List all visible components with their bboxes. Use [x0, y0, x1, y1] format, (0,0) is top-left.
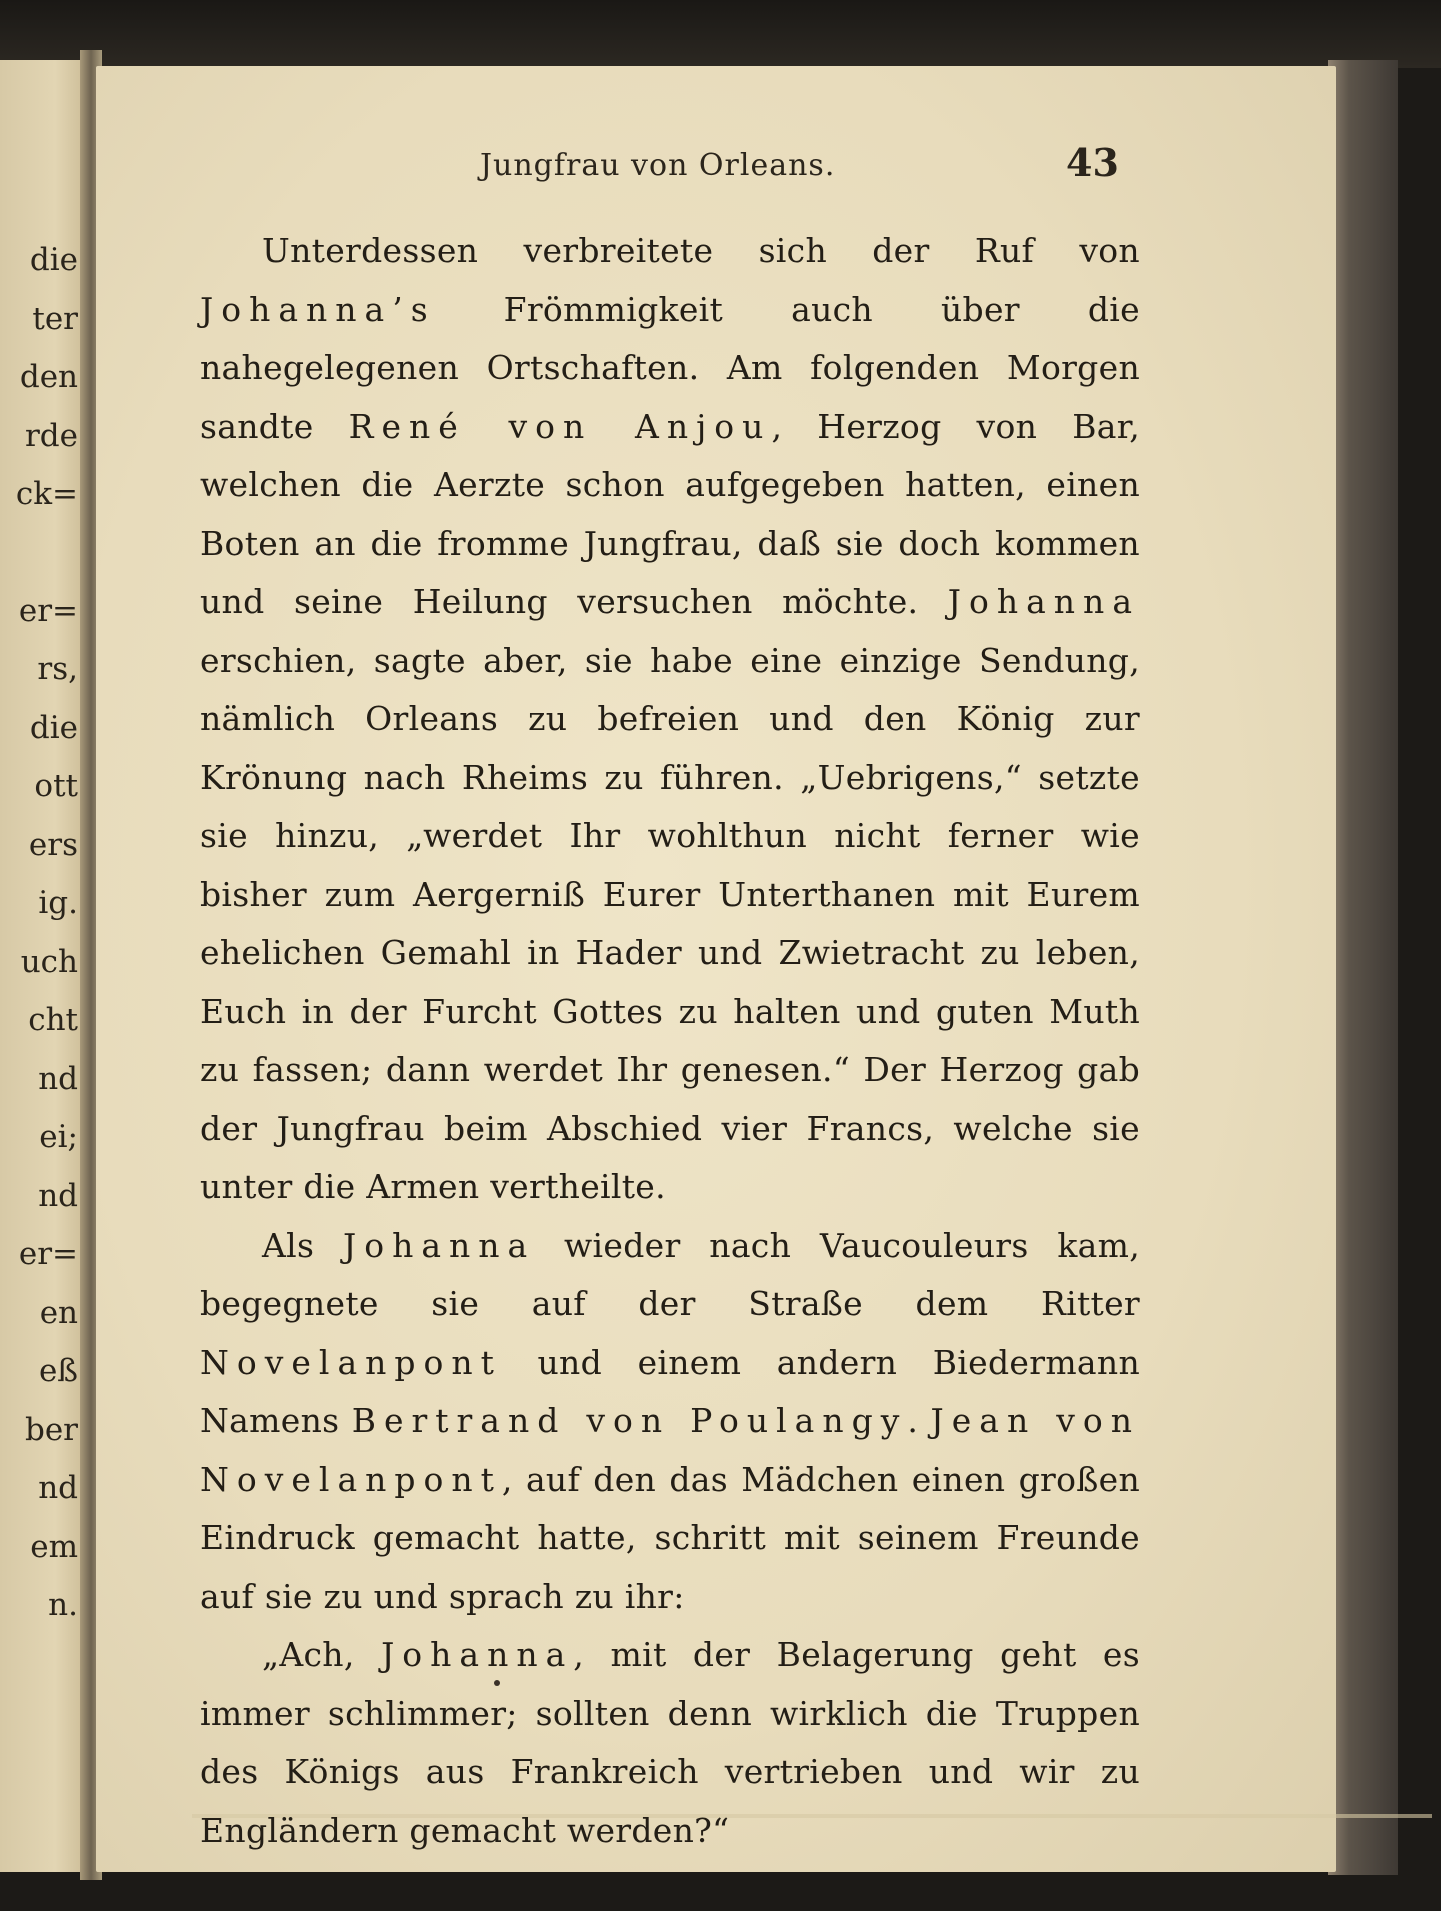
spaced-name: René von Anjou [348, 406, 772, 446]
left-page-fragment: rde [24, 417, 78, 454]
text-run: , auf den das Mädchen einen großen Eindruck gemacht hatte, schritt mit seinem Freunde auf sie zu und sprach zu ihr: [200, 1459, 1140, 1616]
running-head: Jungfrau von Orleans. [480, 148, 836, 183]
text-run: wieder nach Vaucouleurs kam, begegnete sie auf der Straße dem Ritter [200, 1225, 1140, 1323]
paragraph [200, 1626, 1140, 1860]
left-page-fragment: ber [24, 1411, 78, 1448]
left-page-fragment: ck= [15, 476, 78, 512]
left-page-fragment: nd [38, 1060, 78, 1097]
text-run: Als [262, 1225, 343, 1265]
left-page-fragment: nd [38, 1470, 78, 1506]
left-page-fragment: ott [34, 768, 78, 804]
left-page-fragment: er= [18, 1236, 78, 1272]
left-page-fragment: ers [28, 826, 78, 863]
left-page-fragment: ei; [39, 1119, 78, 1155]
text-run: erschien, sagte aber, sie habe eine einzige Sendung, nämlich Orleans zu befreien und den König zur Krönung nach Rheims zu führen. „Uebrigens,“ setzte sie hinzu, „werdet Ihr wohlthun nicht ferner wie bisher zum Aergerniß Eurer Unterthanen mit Eurem ehelichen Gemahl in Hader und Zwietracht zu leben, Euch in der Furcht Gottes zu halten und guten Muth zu fassen; dann werdet Ihr genesen.“ Der Herzog gab der Jungfrau beim Abschied vier Francs, welche sie unter die Armen vertheilte. [200, 640, 1140, 1206]
body-text [200, 222, 1140, 1860]
left-page-fragment: en [39, 1294, 78, 1331]
ink-speck [494, 1680, 500, 1686]
text-run: „Ach, [262, 1635, 382, 1674]
left-page-fragment: eß [38, 1353, 78, 1389]
spaced-name: Johanna [947, 582, 1140, 621]
text-run: , mit der Belagerung geht es immer schlimmer; sollten denn wirklich die Truppen des Königs aus Frankreich vertrieben und wir zu Engländern gemacht werden?“ [200, 1635, 1140, 1850]
left-page-fragment: em [30, 1528, 78, 1565]
spaced-name: Bertrand von Poulangy [351, 1401, 908, 1440]
page-number: 43 [1066, 140, 1119, 185]
left-page-fragment: den [19, 359, 78, 395]
text-run: Frömmigkeit auch über die nahegelegenen Ortschaften. Am folgenden Morgen sandte [200, 289, 1140, 446]
left-page-fragment: er= [18, 592, 78, 629]
text-run: Unterdessen verbreitete sich der Ruf von [262, 231, 1140, 270]
paragraph [200, 1217, 1140, 1627]
left-page-fragment: ter [32, 300, 78, 337]
left-page-fragment: rs, [37, 651, 78, 687]
left-page-fragment: die [29, 709, 78, 746]
left-page-fragment: ig. [38, 885, 78, 921]
spaced-name: Jean von Novelanpont [200, 1401, 1140, 1499]
text-run: , Herzog von Bar, welchen die Aerzte schon aufgegeben hatten, einen Boten an die fromme Jungfrau, daß sie doch kommen und seine Heilung versuchen möchte. [200, 406, 1140, 621]
spaced-name: Johanna [381, 1635, 574, 1674]
left-page-fragment: die [29, 242, 78, 278]
spaced-name: Johanna [342, 1225, 536, 1265]
left-page-fragment: nd [38, 1177, 78, 1214]
book-binding [0, 0, 1441, 68]
spaced-name: Novelanpont [200, 1342, 502, 1382]
spaced-name: Johanna’s [200, 289, 436, 329]
text-run: . [907, 1401, 931, 1440]
text-run: und einem andern Biedermann Namens [200, 1342, 1140, 1440]
left-page-fragment: uch [20, 943, 78, 980]
left-page-fragment: cht [28, 1002, 78, 1038]
paragraph [200, 222, 1140, 1217]
left-page-fragment: n. [48, 1587, 78, 1623]
book-cover-edge [1328, 60, 1398, 1875]
